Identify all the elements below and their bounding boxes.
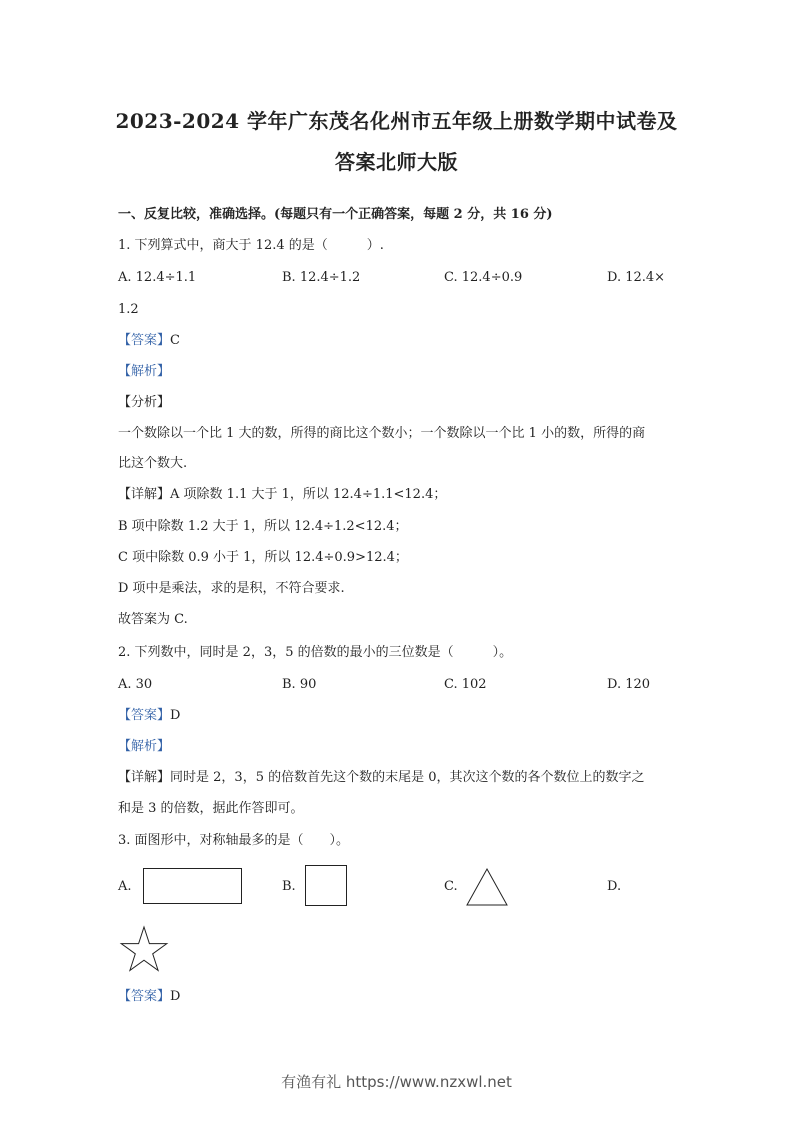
q1-option-a: A. 12.4÷1.1 [118, 270, 197, 285]
xiangjie-tag: 【详解】 [118, 770, 171, 785]
q1-analysis-tag: 【解析】 [118, 364, 171, 379]
q2-answer-line [118, 708, 180, 724]
q1-xiangjie-line-2: B 项中除数 1.2 大于 1，所以 12.4÷1.2<12.4； [118, 519, 408, 534]
q2-option-a: A. 30 [118, 677, 153, 692]
q3-option-d-label: D. [607, 879, 622, 894]
q3-option-b-label: B. [282, 879, 296, 894]
q3-stem: 3. 面图形中，对称轴最多的是（ ）。 [118, 833, 350, 848]
answer-tag: 【答案】 [118, 708, 171, 723]
q2-option-b: B. 90 [282, 677, 317, 692]
q2-stem: 2. 下列数中，同时是 2，3，5 的倍数的最小的三位数是（ ）。 [118, 645, 513, 660]
q2-xiangjie-line-2: 和是 3 的倍数，据此作答即可。 [118, 801, 304, 816]
q1-option-d-wrap: 1.2 [118, 302, 139, 317]
q2-option-d: D. 120 [607, 677, 651, 692]
q1-fenxi-tag: 【分析】 [118, 395, 171, 410]
section-heading: 一、反复比较，准确选择。(每题只有一个正确答案，每题 2 分，共 16 分) [118, 207, 553, 222]
q3-option-a-label: A. [118, 879, 132, 894]
xiangjie-tag: 【详解】 [118, 487, 171, 502]
q3-option-c-label: C. [444, 879, 458, 894]
rectangle-shape [143, 868, 242, 904]
q1-option-b: B. 12.4÷1.2 [282, 270, 361, 285]
square-shape [305, 865, 347, 906]
q1-xiangjie-text-1: A 项除数 1.1 大于 1，所以 12.4÷1.1<12.4； [170, 487, 447, 502]
q1-option-d: D. 12.4× [607, 270, 666, 285]
q1-fenxi-line-2: 比这个数大. [118, 456, 188, 471]
q2-option-c: C. 102 [444, 677, 487, 692]
star-shape [120, 926, 168, 972]
q1-xiangjie-line-3: C 项中除数 0.9 小于 1，所以 12.4÷0.9>12.4； [118, 550, 408, 565]
q1-conclusion: 故答案为 C. [118, 612, 188, 627]
answer-tag: 【答案】 [118, 989, 171, 1004]
q2-xiangjie-text-1: 同时是 2，3，5 的倍数首先这个数的末尾是 0，其次这个数的各个数位上的数字之 [170, 770, 645, 785]
q1-stem: 1. 下列算式中，商大于 12.4 的是（ ）. [118, 238, 384, 253]
q2-xiangjie-line-1 [118, 770, 645, 786]
triangle-shape [466, 868, 508, 906]
answer-tag: 【答案】 [118, 333, 171, 348]
page-title-line-2: 答案北师大版 [335, 150, 458, 174]
q1-option-c: C. 12.4÷0.9 [444, 270, 523, 285]
q1-xiangjie-line-1 [118, 487, 446, 503]
q2-answer: D [170, 708, 181, 723]
q3-answer-line [118, 989, 180, 1005]
q1-xiangjie-line-4: D 项中是乘法，求的是积，不符合要求. [118, 581, 345, 596]
q1-answer-line [118, 333, 180, 349]
q3-answer: D [170, 989, 181, 1004]
q2-analysis-tag: 【解析】 [118, 739, 171, 754]
page-title-line-1: 2023-2024 学年广东茂名化州市五年级上册数学期中试卷及 [115, 109, 678, 133]
q1-fenxi-line-1: 一个数除以一个比 1 大的数，所得的商比这个数小；一个数除以一个比 1 小的数，所得的商 [118, 426, 646, 441]
footer-watermark: 有渔有礼 https://www.nzxwl.net [281, 1073, 512, 1091]
q1-answer: C [170, 333, 180, 348]
